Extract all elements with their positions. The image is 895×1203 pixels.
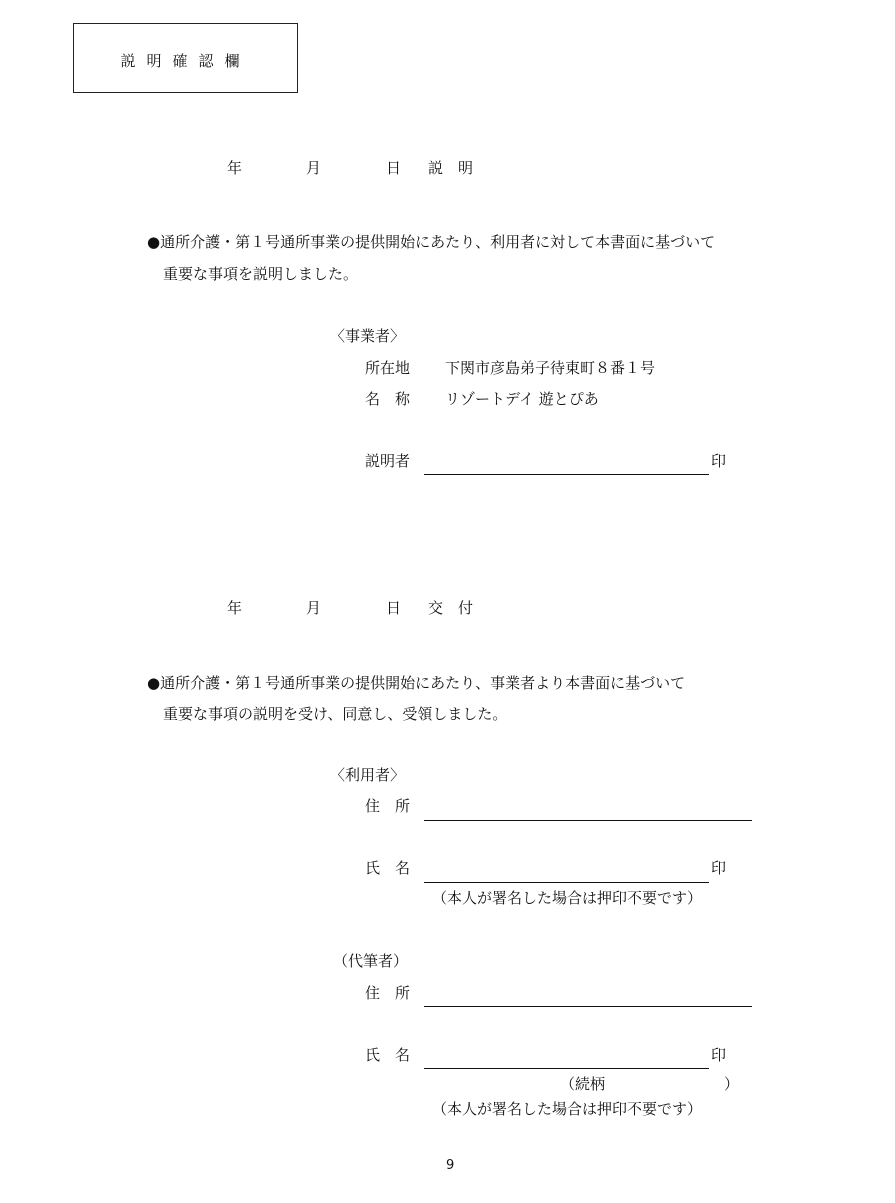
explain-date-month: 月	[306, 159, 322, 177]
user-seal: 印	[711, 859, 727, 877]
provider-address-value: 下関市彦島弟子待東町８番１号	[445, 359, 656, 377]
user-name-line[interactable]	[424, 882, 709, 883]
explain-date-suffix: 説 明	[428, 159, 474, 177]
delivery-date-day: 日	[386, 599, 402, 617]
delivery-date-suffix: 交 付	[428, 599, 474, 617]
provider-heading: 〈事業者〉	[330, 327, 406, 345]
proxy-seal: 印	[711, 1046, 727, 1064]
explain-statement-line2: 重要な事項を説明しました。	[163, 265, 359, 283]
page-number: 9	[446, 1158, 455, 1173]
delivery-date-year: 年	[227, 599, 243, 617]
proxy-note: （本人が署名した場合は押印不要です）	[432, 1100, 703, 1118]
proxy-name-line[interactable]	[424, 1068, 709, 1069]
delivery-date-month: 月	[306, 599, 322, 617]
proxy-name-label: 氏 名	[365, 1046, 411, 1064]
proxy-heading: （代筆者）	[333, 952, 409, 970]
provider-name-value: リゾートデイ 遊とぴあ	[445, 390, 599, 408]
title-box	[73, 23, 298, 93]
proxy-address-label: 住 所	[365, 984, 411, 1002]
provider-name-label: 名 称	[365, 390, 411, 408]
user-address-label: 住 所	[365, 797, 411, 815]
relation-open: （続柄	[560, 1075, 606, 1093]
explainer-signature-line[interactable]	[424, 474, 709, 475]
explain-date-day: 日	[386, 159, 402, 177]
explain-statement-line1: ●通所介護・第１号通所事業の提供開始にあたり、利用者に対して本書面に基づいて	[147, 233, 716, 251]
title-box-label: 説明確認欄	[120, 52, 251, 70]
explainer-label: 説明者	[365, 452, 411, 470]
provider-address-label: 所在地	[365, 359, 411, 377]
user-address-line[interactable]	[424, 820, 752, 821]
explainer-seal: 印	[711, 452, 727, 470]
user-name-label: 氏 名	[365, 859, 411, 877]
user-note: （本人が署名した場合は押印不要です）	[432, 889, 703, 907]
proxy-address-line[interactable]	[424, 1006, 752, 1007]
explain-date-year: 年	[227, 159, 243, 177]
relation-close: ）	[724, 1075, 740, 1093]
user-heading: 〈利用者〉	[330, 766, 406, 784]
consent-statement-line2: 重要な事項の説明を受け、同意し、受領しました。	[163, 705, 508, 723]
consent-statement-line1: ●通所介護・第１号通所事業の提供開始にあたり、事業者より本書面に基づいて	[147, 674, 686, 692]
